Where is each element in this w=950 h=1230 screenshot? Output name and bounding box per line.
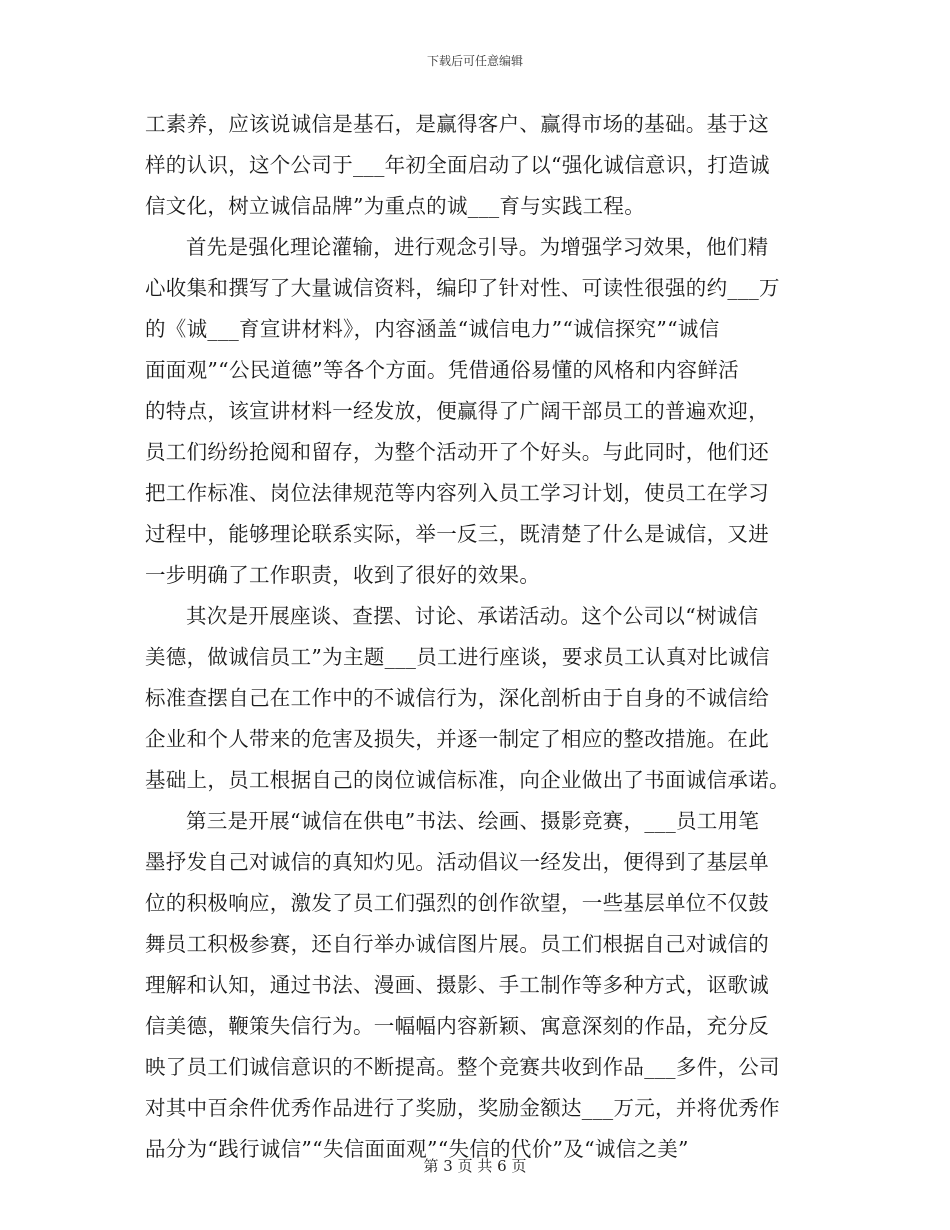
text-line: 的特点，该宣讲材料一经发放，便赢得了广阔干部员工的普遍欢迎， <box>145 399 769 423</box>
text-line: 过程中，能够理论联系实际，举一反三，既清楚了什么是诚信，又进 <box>145 522 769 546</box>
text-line: 信文化，树立诚信品牌”为重点的诚___育与实践工程。 <box>145 194 646 218</box>
page-number-footer: 第 3 页 共 6 页 <box>423 1157 527 1175</box>
text-line: 工素养，应该说诚信是基石，是赢得客户、赢得市场的基础。基于这 <box>145 112 769 136</box>
text-line: 墨抒发自己对诚信的真知灼见。活动倡议一经发出，便得到了基层单 <box>145 850 769 874</box>
text-line: 样的认识，这个公司于___年初全面启动了以“强化诚信意识，打造诚 <box>145 153 770 177</box>
text-line: 美德，做诚信员工”为主题___员工进行座谈，要求员工认真对比诚信 <box>145 645 770 669</box>
text-line: 标准查摆自己在工作中的不诚信行为，深化剖析由于自身的不诚信给 <box>145 686 769 710</box>
paragraph-start-line: 其次是开展座谈、查摆、讨论、承诺活动。这个公司以“树诚信 <box>186 604 759 628</box>
text-line: 理解和认知，通过书法、漫画、摄影、手工制作等多种方式，讴歌诚 <box>145 973 769 997</box>
text-line: 员工们纷纷抢阅和留存，为整个活动开了个好头。与此同时，他们还 <box>145 440 769 464</box>
text-line: 品分为“践行诚信”“失信面面观”“失信的代价”及“诚信之美” <box>145 1137 689 1161</box>
document-body <box>145 104 810 1170</box>
paragraph-start-line: 第三是开展“诚信在供电”书法、绘画、摄影竞赛，___员工用笔 <box>186 809 760 833</box>
text-line: 舞员工积极参赛，还自行举办诚信图片展。员工们根据自己对诚信的 <box>145 932 769 956</box>
text-line: 面面观”“公民道德”等各个方面。凭借通俗易懂的风格和内容鲜活 <box>145 358 739 382</box>
text-line: 基础上，员工根据自己的岗位诚信标准，向企业做出了书面诚信承诺。 <box>145 768 790 792</box>
text-line: 一步明确了工作职责，收到了很好的效果。 <box>145 563 541 587</box>
text-line: 位的积极响应，激发了员工们强烈的创作欲望，一些基层单位不仅鼓 <box>145 891 769 915</box>
text-line: 的《诚___育宣讲材料》，内容涵盖“诚信电力”“诚信探究”“诚信 <box>145 317 720 341</box>
text-line: 企业和个人带来的危害及损失，并逐一制定了相应的整改措施。在此 <box>145 727 769 751</box>
page-header: 下载后可任意编辑 <box>426 54 523 68</box>
text-line: 信美德，鞭策失信行为。一幅幅内容新颖、寓意深刻的作品，充分反 <box>145 1014 769 1038</box>
text-line: 对其中百余件优秀作品进行了奖励，奖励金额达___万元，并将优秀作 <box>145 1096 780 1120</box>
text-line: 映了员工们诚信意识的不断提高。整个竞赛共收到作品___多件，公司 <box>145 1055 780 1079</box>
text-line: 心收集和撰写了大量诚信资料，编印了针对性、可读性很强的约___万 <box>145 276 780 300</box>
paragraph-start-line: 首先是强化理论灌输，进行观念引导。为增强学习效果，他们精 <box>186 235 769 259</box>
text-line: 把工作标准、岗位法律规范等内容列入员工学习计划，使员工在学习 <box>145 481 769 505</box>
